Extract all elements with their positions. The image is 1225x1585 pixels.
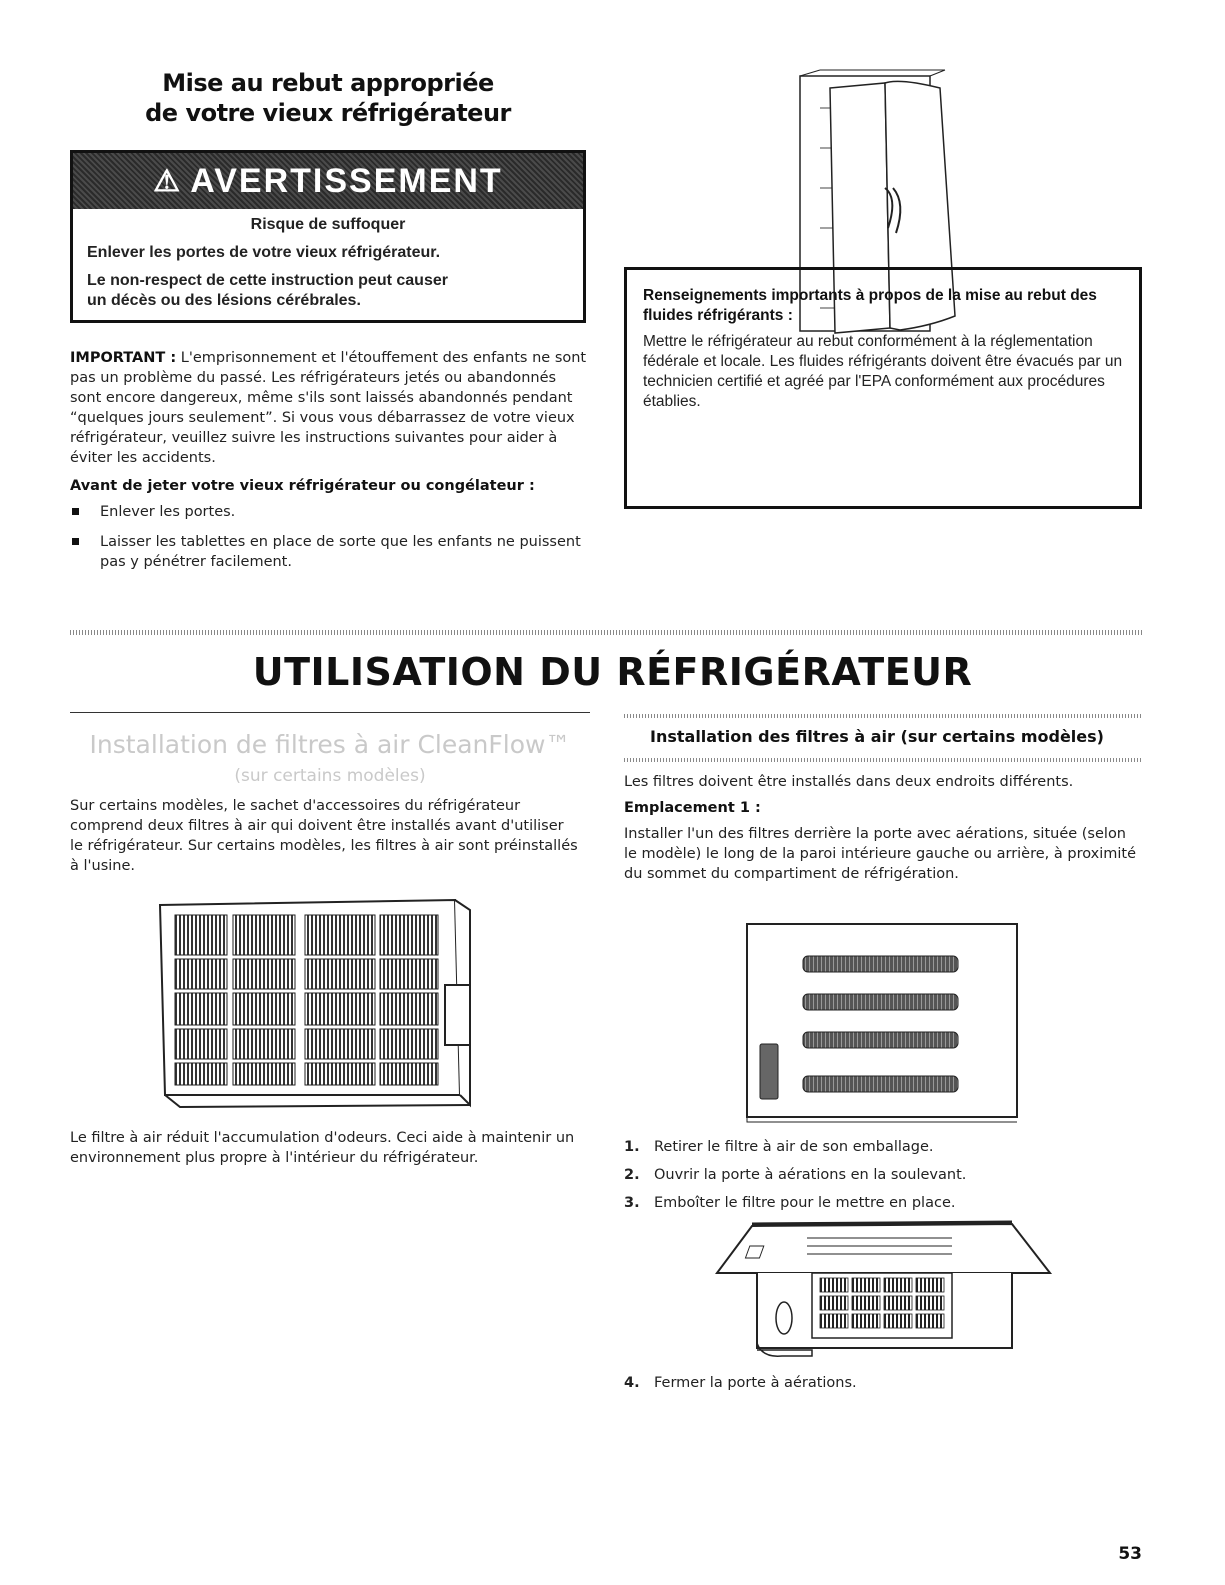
vent-door-illustration <box>745 922 1020 1124</box>
refrigerant-info-title: Renseignements importants à propos de la mise au rebut des fluides réfrigérants : <box>643 287 1097 324</box>
important-label: IMPORTANT : <box>70 350 177 366</box>
list-item: Laisser les tablettes en place de sorte que les enfants ne puissent pas y pénétrer facilement. <box>70 532 590 572</box>
install-heading: Installation des filtres à air (sur certains modèles) <box>650 727 1104 746</box>
important-section <box>70 348 590 572</box>
before-disposal-heading: Avant de jeter votre vieux réfrigérateur ou congélateur : <box>70 478 535 494</box>
cleanflow-title: Installation de filtres à air CleanFlow™ <box>89 730 571 759</box>
left-column-rule <box>70 712 590 713</box>
main-title: UTILISATION DU RÉFRIGÉRATEUR <box>252 650 973 694</box>
list-item: 4. Fermer la porte à aérations. <box>624 1375 857 1391</box>
warning-instruction: Enlever les portes de votre vieux réfrigérateur. <box>87 244 441 261</box>
list-item: 1. Retirer le filtre à air de son emballage. <box>624 1139 934 1155</box>
refrigerant-info-box <box>624 267 1142 509</box>
list-item: 2. Ouvrir la porte à aérations en la soulevant. <box>624 1167 967 1183</box>
air-filter-illustration <box>155 895 475 1115</box>
heading-rule-top <box>624 714 1142 718</box>
page-number: 53 <box>1118 1544 1142 1564</box>
cleanflow-subtitle: (sur certains modèles) <box>234 766 426 786</box>
cleanflow-after-text: Le filtre à air réduit l'accumulation d'odeurs. Ceci aide à maintenir un environnement plus propre à l'intérieur du réfrigérateur. <box>70 1130 575 1166</box>
section-divider <box>70 630 1142 635</box>
install-step-4 <box>624 1373 1142 1401</box>
list-item: Enlever les portes. <box>70 502 590 522</box>
list-item: 3. Emboîter le filtre pour le mettre en place. <box>624 1195 956 1211</box>
warning-risk: Risque de suffoquer <box>250 216 406 233</box>
cleanflow-intro: Sur certains modèles, le sachet d'accessoires du réfrigérateur comprend deux filtres à air qui doivent être installés avant d'utiliser le réfrigérateur. Sur certains modèles, les filtres à air sont préinstallés à l'usine. <box>70 798 578 874</box>
warning-header: ⚠ AVERTISSEMENT <box>73 153 583 209</box>
warning-triangle-icon: ⚠ <box>153 164 183 198</box>
location-label: Emplacement 1 : <box>624 800 761 816</box>
disposal-title: Mise au rebut appropriée de votre vieux réfrigérateur <box>145 69 511 127</box>
refrigerant-info-text: Mettre le réfrigérateur au rebut conformément à la réglementation fédérale et locale. Les fluides réfrigérants doivent être évacués par un technicien certifié et agréé par l'EPA conformément aux procédures établies. <box>643 333 1123 410</box>
location-text: Installer l'un des filtres derrière la porte avec aérations, située (selon le modèle) le long de la paroi intérieure gauche ou arrière, à proximité du sommet du compartiment de réfrigération. <box>624 826 1137 882</box>
warning-consequence: Le non-respect de cette instruction peut causer un décès ou des lésions cérébrales. <box>87 272 448 309</box>
install-body <box>624 772 1142 884</box>
install-steps <box>624 1137 1142 1221</box>
important-text: L'emprisonnement et l'étouffement des enfants ne sont pas un problème du passé. Les réfrigérateurs jetés ou abandonnés sont encore dangereux, même s'ils sont laissés abandonnés pendant “quelques jours seulement”. Si vous vous débarrassez de votre vieux réfrigérateur, veuillez suivre les instructions suivantes pour aider à éviter les accidents. <box>70 350 587 466</box>
warning-box <box>70 150 586 323</box>
filter-installation-illustration <box>712 1218 1057 1368</box>
heading-rule-bottom <box>624 758 1142 762</box>
install-intro: Les filtres doivent être installés dans deux endroits différents. <box>624 774 1074 790</box>
